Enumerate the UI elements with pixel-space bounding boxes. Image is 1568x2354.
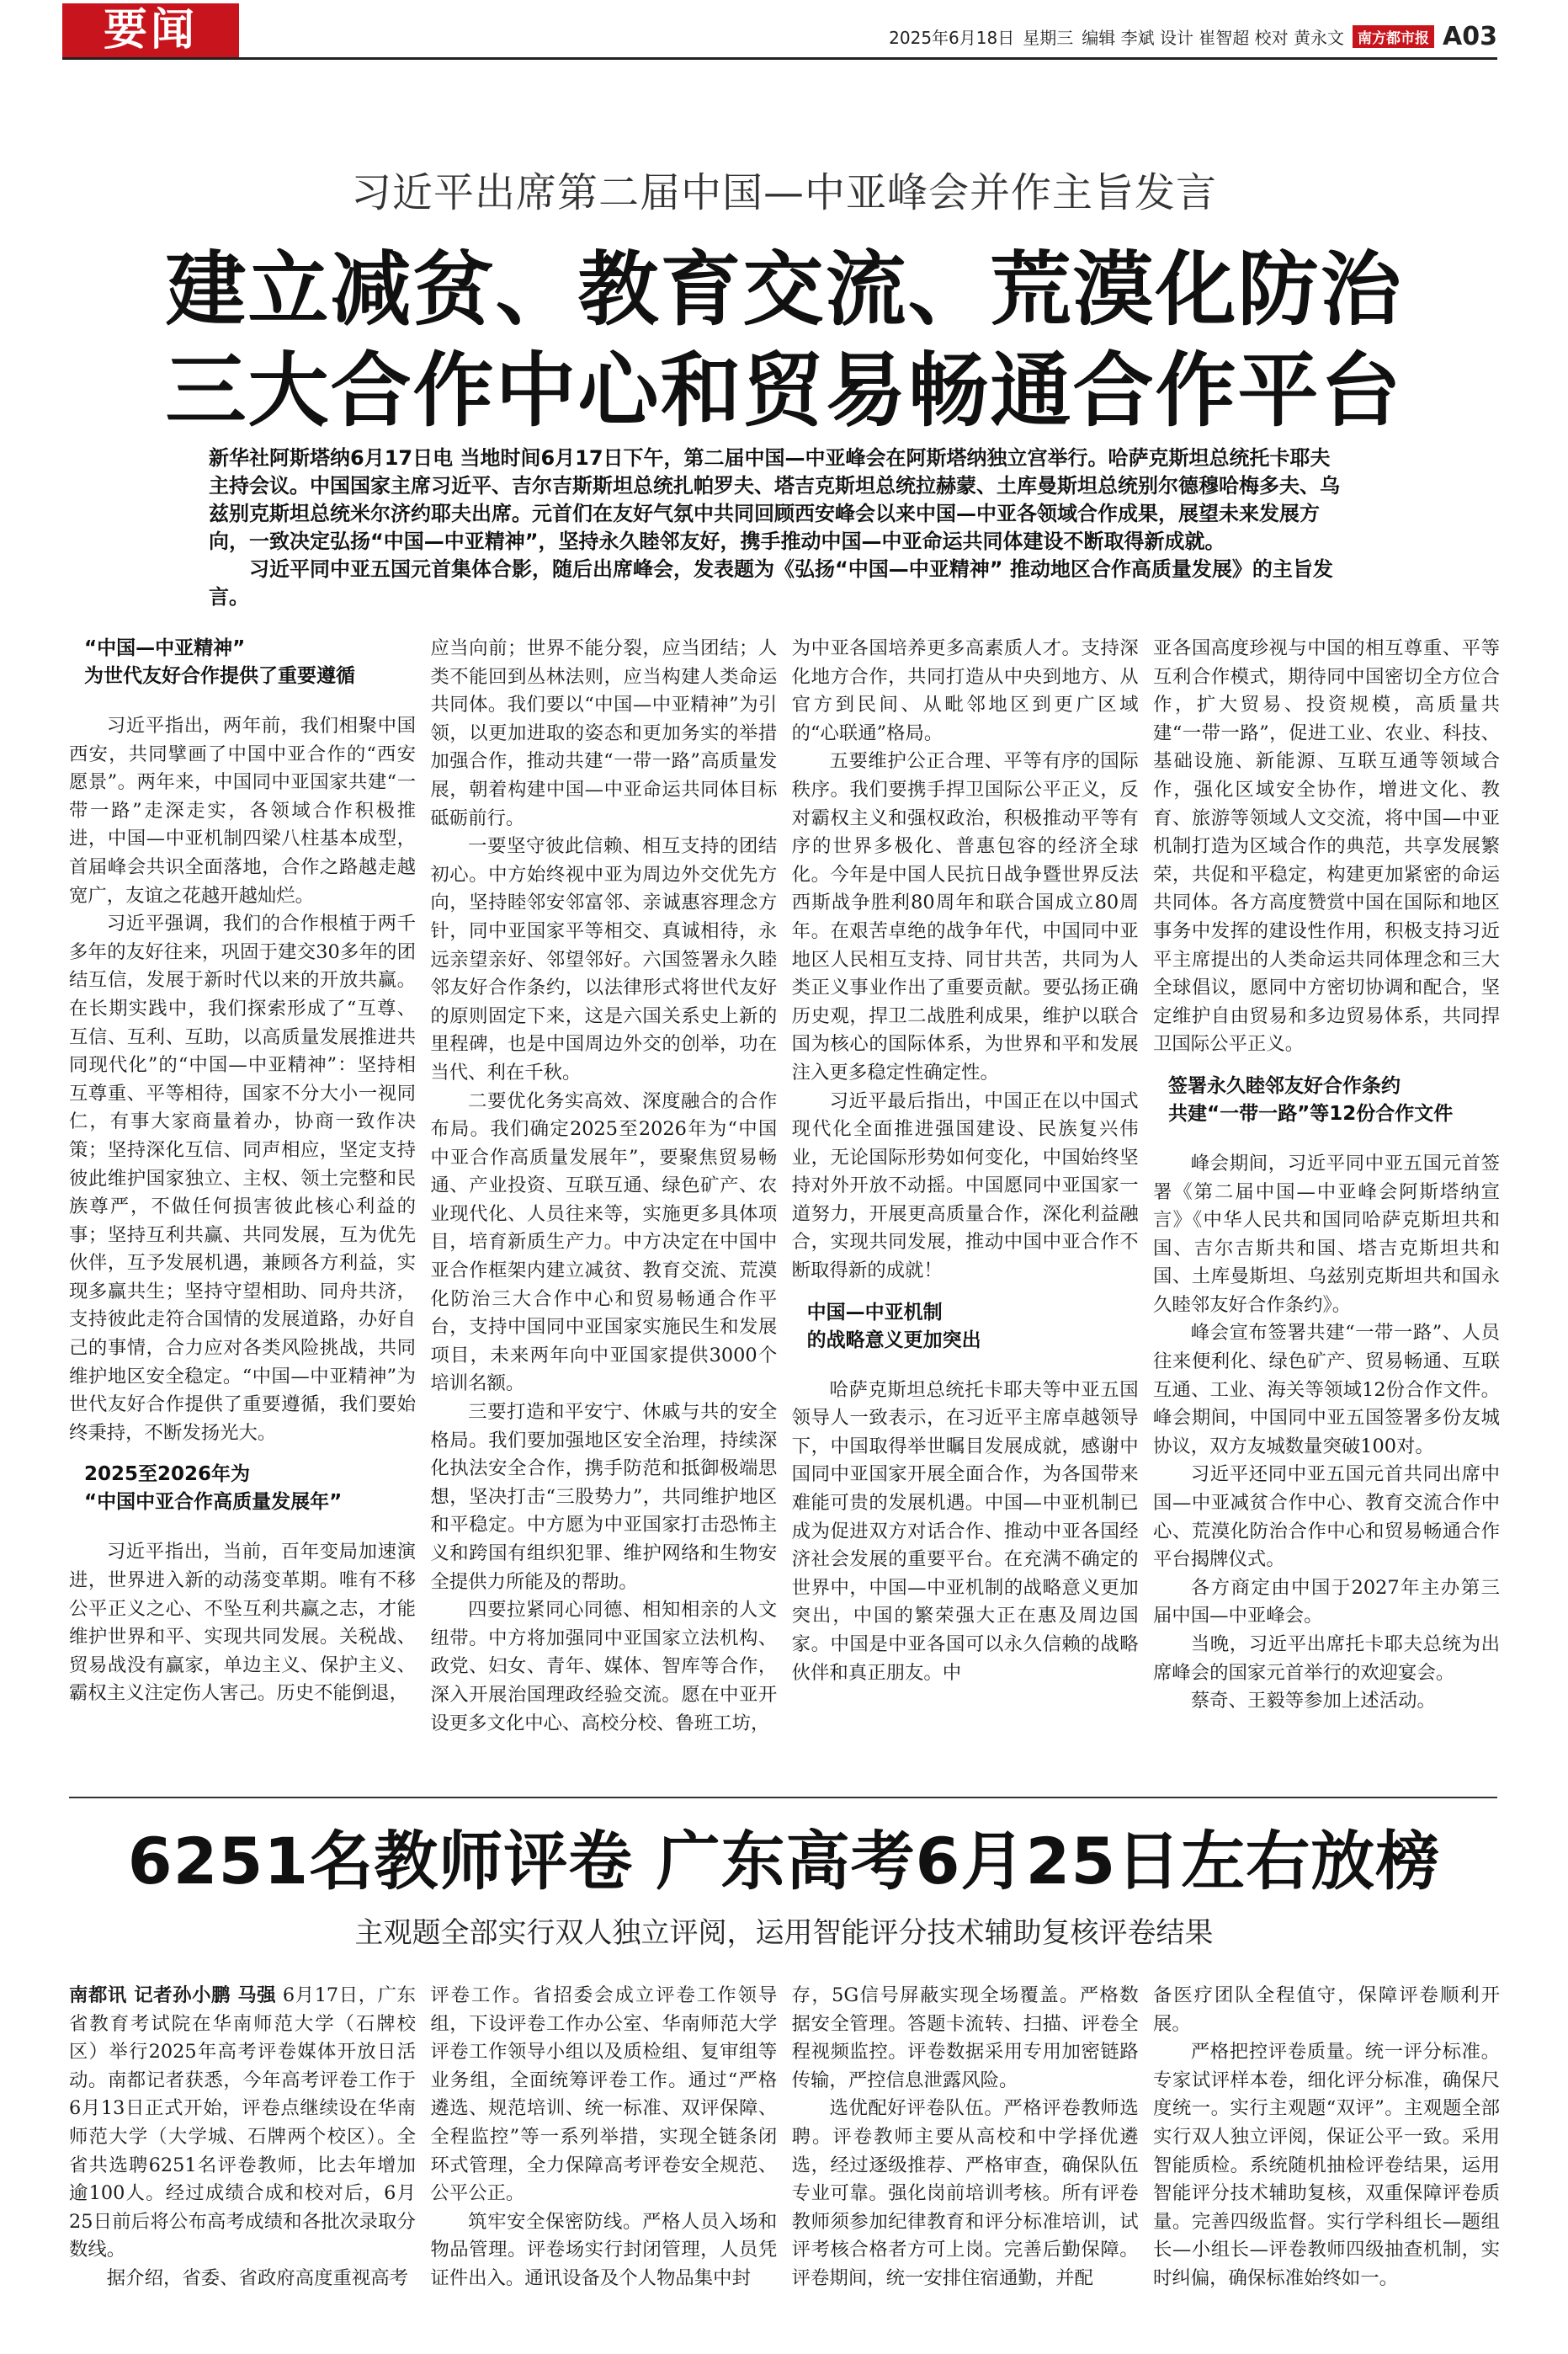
paragraph: 严格把控评卷质量。统一评分标准。专家试评样本卷，细化评分标准，确保尺度统一。实行主观题“双评”。主观题全部实行双人独立评阅，保证公平一致。采用智能质检。系统随机抽检评卷结果，运用智能评分技术辅助复核，双重保障评卷质量。完善四级监督。实行学科组长—题组长—小组长—评卷教师四级抽查机制，实时纠偏，确保标准始终如一。 xyxy=(1152,2041,1500,2289)
paragraph: 选优配好评卷队伍。严格评卷教师选聘。评卷教师主要从高校和中学择优遴选，经过逐级推荐、严格审查，确保队伍专业可靠。强化岗前培训考核。所有评卷教师须参加纪律教育和评分标准培训，试评考核合格者方可上岗。完善后勤保障。评卷期间，统一安排住宿通勤，并配 xyxy=(791,2097,1139,2289)
paragraph: 三要打造和平安宁、休戚与共的安全格局。我们要加强地区安全治理，持续深化执法安全合作，携手防范和抵御极端思想，坚决打击“三股势力”，共同维护地区和平稳定。中方愿为中亚国家打击恐怖主义和跨国有组织犯罪、维护网络和生物安全提供力所能及的帮助。 xyxy=(430,1401,778,1593)
paragraph: 筑牢安全保密防线。严格人员入场和物品管理。评卷场实行封闭管理，人员凭证件出入。通讯设备及个人物品集中封 xyxy=(430,2210,778,2289)
story2-column-2 xyxy=(430,1982,777,2344)
paragraph: 一要坚守彼此信赖、相互支持的团结初心。中方始终视中亚为周边外交优先方向，坚持睦邻安邻富邻、亲诚惠容理念方针，同中亚国家平等相交、真诚相待，永远亲望亲好、邻望邻好。六国签署永久睦邻友好合作条约，以法律形式将世代友好的原则固定下来，这是六国关系史上新的里程碑，也是中国周边外交的创举，功在当代、利在千秋。 xyxy=(430,835,778,1084)
story1-headline-line2: 三大合作中心和贸易畅通合作平台 xyxy=(165,344,1403,438)
paragraph: 峰会宣布签署共建“一带一路”、人员往来便利化、绿色矿产、贸易畅通、互联互通、工业、海关等领域12份合作文件。峰会期间，中国同中亚五国签署多份友城协议，双方友城数量突破100对。 xyxy=(1152,1322,1500,1457)
story1-column-4 xyxy=(1153,635,1500,1763)
subhead-line: “中国中亚合作高质量发展年” xyxy=(84,1491,343,1514)
paragraph: 习近平指出，两年前，我们相聚中国西安，共同擘画了中国中亚合作的“西安愿景”。两年来，中国同中亚国家共建“一带一路”走深走实，各领域合作积极推进，中国—中亚机制四梁八柱基本成型，首届峰会共识全面落地，合作之路越走越宽广，友谊之花越开越灿烂。 xyxy=(69,715,416,907)
story1-column-3 xyxy=(792,635,1139,1763)
paragraph: 习近平最后指出，中国正在以中国式现代化全面推进强国建设、民族复兴伟业，无论国际形势如何变化，中国始终坚持对外开放不动摇。中国愿同中亚国家一道努力，开展更高质量合作，深化利益融合，实现共同发展，推动中国中亚合作不断取得新的成就！ xyxy=(791,1089,1139,1282)
header-rule xyxy=(62,57,1497,60)
paragraph: 为中亚各国培养更多高素质人才。支持深化地方合作，共同打造从中央到地方、从官方到民间、从毗邻地区到更广区域的“心联通”格局。 xyxy=(791,637,1139,744)
subhead-line: “中国—中亚精神” xyxy=(84,637,246,659)
paragraph: 习近平还同中亚五国元首共同出席中国—中亚减贫合作中心、教育交流合作中心、荒漠化防治合作中心和贸易畅通合作平台揭牌仪式。 xyxy=(1152,1463,1500,1571)
paragraph: 据介绍，省委、省政府高度重视高考 xyxy=(106,2266,409,2289)
story2-column-4 xyxy=(1153,1982,1500,2344)
paragraph: 评卷工作。省招委会成立评卷工作领导组，下设评卷工作办公室、华南师范大学评卷工作领导小组以及质检组、复审组等业务组，全面统筹评卷工作。通过“严格遴选、规范培训、统一标准、双评保障、全程监控”等一系列举措，实现全链条闭环式管理，全力保障高考评卷安全规范、公平公正。 xyxy=(430,1984,778,2205)
paragraph: 哈萨克斯坦总统托卡耶夫等中亚五国领导人一致表示，在习近平主席卓越领导下，中国取得举世瞩目发展成就，感谢中国同中亚国家开展全面合作，为各国带来难能可贵的发展机遇。中国—中亚机制已成为促进双方对话合作、推动中亚各国经济社会发展的重要平台。在充满不确定的世界中，中国—中亚机制的战略意义更加突出，中国的繁荣强大正在惠及周边国家。中国是中亚各国可以永久信赖的战略伙伴和真正朋友。中 xyxy=(791,1378,1139,1684)
byline: 南都讯 记者孙小鹏 马强 xyxy=(69,1984,277,2006)
paragraph-text: 6月17日，广东省教育考试院在华南师范大学（石牌校区）举行2025年高考评卷媒体开放日活动。南都记者获悉，今年高考评卷工作于6月13日正式开始，评卷点继续设在华南师范大学（大学城、石牌两个校区）。全省共选聘6251名评卷教师，比去年增加逾100人。经过成绩合成和校对后，6月25日前后将公布高考成绩和各批次录取分数线。 xyxy=(69,1984,416,2261)
lead-paragraph: 习近平同中亚五国元首集体合影，随后出席峰会，发表题为《弘扬“中国—中亚精神” 推动地区合作高质量发展》的主旨发言。 xyxy=(209,557,1333,609)
paragraph: 备医疗团队全程值守，保障评卷顺利开展。 xyxy=(1152,1984,1500,2035)
subhead-line: 共建“一带一路”等12份合作文件 xyxy=(1167,1102,1454,1125)
section-tag: 要闻 xyxy=(62,3,239,57)
story-divider xyxy=(69,1797,1497,1798)
subhead xyxy=(84,1461,416,1516)
editor-credits: 编辑 李斌 设计 崔智超 校对 黄永文 xyxy=(1082,28,1345,48)
paragraph: 四要拉紧同心同德、相知相亲的人文纽带。中方将加强同中亚国家立法机构、政党、妇女、青年、媒体、智库等合作，深入开展治国理政经验交流。愿在中亚开设更多文化中心、高校分校、鲁班工坊， xyxy=(430,1599,778,1734)
header-meta xyxy=(889,22,1497,51)
paragraph: 亚各国高度珍视与中国的相互尊重、平等互利合作模式，期待同中国密切全方位合作，扩大贸易、投资规模，高质量共建“一带一路”，促进工业、农业、科技、基础设施、新能源、互联互通等领域合作，强化区域安全协作，增进文化、教育、旅游等领域人文交流，将中国—中亚机制打造为区域合作的典范，共享发展繁荣，共促和平稳定，构建更加紧密的命运共同体。各方高度赞赏中国在国际和地区事务中发挥的建设性作用，积极支持习近平主席提出的人类命运共同体理念和三大全球倡议，愿同中方密切协调和配合，坚定维护自由贸易和多边贸易体系，共同捍卫国际公平正义。 xyxy=(1152,637,1500,1056)
subhead-line: 签署永久睦邻友好合作条约 xyxy=(1167,1074,1401,1097)
masthead xyxy=(0,0,1568,59)
paragraph: 各方商定由中国于2027年主办第三届中国—中亚峰会。 xyxy=(1152,1576,1500,1627)
story2-column-3 xyxy=(792,1982,1139,2344)
paragraph: 蔡奇、王毅等参加上述活动。 xyxy=(1190,1690,1436,1712)
story2-column-1 xyxy=(69,1982,416,2344)
story2-headline: 6251名教师评卷 广东高考6月25日左右放榜 xyxy=(127,1824,1441,1899)
paper-logo: 南方都市报 xyxy=(1353,25,1434,48)
paragraph xyxy=(69,1982,416,2265)
paragraph: 五要维护公正合理、平等有序的国际秩序。我们要携手捍卫国际公平正义，反对霸权主义和强权政治，积极推动平等有序的世界多极化、普惠包容的经济全球化。今年是中国人民抗日战争暨世界反法西斯战争胜利80周年和联合国成立80周年。在艰苦卓绝的战争年代，中国同中亚地区人民相互支持、同甘共苦，共同为人类正义事业作出了重要贡献。要弘扬正确历史观，捍卫二战胜利成果，维护以联合国为核心的国际体系，为世界和平和发展注入更多稳定性确定性。 xyxy=(791,750,1139,1084)
paragraph: 二要优化务实高效、深度融合的合作布局。我们确定2025至2026年为“中国中亚合作高质量发展年”，要聚焦贸易畅通、产业投资、互联互通、绿色矿产、农业现代化、人员往来等，实施更多具体项目，培育新质生产力。中方决定在中国中亚合作框架内建立减贫、教育交流、荒漠化防治三大合作中心和贸易畅通合作平台，支持中国同中亚国家实施民生和发展项目，未来两年向中亚国家提供3000个培训名额。 xyxy=(430,1089,778,1395)
story2-body xyxy=(69,1982,1500,2344)
story1-column-2 xyxy=(430,635,777,1763)
story1-headline-line1: 建立减贫、教育交流、荒漠化防治 xyxy=(165,242,1403,337)
subhead xyxy=(1168,1073,1500,1128)
paragraph: 存，5G信号屏蔽实现全场覆盖。严格数据安全管理。答题卡流转、扫描、评卷全程视频监控。评卷数据采用专用加密链路传输，严控信息泄露风险。 xyxy=(791,1984,1139,2091)
subhead-line: 2025至2026年为 xyxy=(84,1463,251,1486)
lead-paragraph: 新华社阿斯塔纳6月17日电 当地时间6月17日下午，第二届中国—中亚峰会在阿斯塔纳独立宫举行。哈萨克斯坦总统托卡耶夫主持会议。中国国家主席习近平、吉尔吉斯斯坦总统扎帕罗夫、塔吉克斯坦总统拉赫蒙、土库曼斯坦总统别尔德穆哈梅多夫、乌兹别克斯坦总统米尔济约耶夫出席。元首们在友好气氛中共同回顾西安峰会以来中国—中亚各领域合作成果，展望未来发展方向，一致决定弘扬“中国—中亚精神”，坚持永久睦邻友好，携手推动中国—中亚命运共同体建设不断取得新成就。 xyxy=(209,446,1340,553)
paragraph: 习近平指出，当前，百年变局加速演进，世界进入新的动荡变革期。唯有不移公平正义之心、不坠互利共赢之志，才能维护世界和平、实现共同发展。关税战、贸易战没有赢家，单边主义、保护主义、霸权主义注定伤人害己。历史不能倒退， xyxy=(69,1541,416,1705)
issue-date: 2025年6月18日 xyxy=(889,28,1015,48)
paragraph: 习近平强调，我们的合作根植于两千多年的友好往来，巩固于建交30多年的团结互信，发展于新时代以来的开放共赢。在长期实践中，我们探索形成了“互尊、互信、互利、互助，以高质量发展推进共同现代化”的“中国—中亚精神”：坚持相互尊重、平等相待，国家不分大小一视同仁，有事大家商量着办，协商一致作决策；坚持深化互信、同声相应，坚定支持彼此维护国家独立、主权、领土完整和民族尊严，不做任何损害彼此核心利益的事；坚持互利共赢、共同发展，互为优先伙伴，互予发展机遇，兼顾各方利益，实现多赢共生；坚持守望相助、同舟共济，支持彼此走符合国情的发展道路，办好自己的事情，合力应对各类风险挑战，共同维护地区安全稳定。“中国—中亚精神”为世代友好合作提供了重要遵循，我们要始终秉持，不断发扬光大。 xyxy=(69,913,416,1444)
subhead-line: 为世代友好合作提供了重要遵循 xyxy=(84,665,355,687)
subhead xyxy=(807,1299,1139,1355)
subhead xyxy=(84,635,416,690)
paragraph: 当晚，习近平出席托卡耶夫总统为出席峰会的国家元首举行的欢迎宴会。 xyxy=(1152,1633,1500,1684)
story1-column-1 xyxy=(69,635,416,1763)
subhead-line: 的战略意义更加突出 xyxy=(806,1329,981,1351)
story1-kicker: 习近平出席第二届中国—中亚峰会并作主旨发言 xyxy=(350,169,1217,216)
weekday: 星期三 xyxy=(1023,28,1074,48)
paragraph: 应当向前；世界不能分裂，应当团结；人类不能回到丛林法则，应当构建人类命运共同体。我们要以“中国—中亚精神”为引领，以更加进取的姿态和更加务实的举措加强合作，推动共建“一带一路”高质量发展，朝着构建中国—中亚命运共同体目标砥砺前行。 xyxy=(430,637,778,829)
story1-body xyxy=(69,635,1500,1763)
paragraph: 峰会期间，习近平同中亚五国元首签署《第二届中国—中亚峰会阿斯塔纳宣言》《中华人民共和国同哈萨克斯坦共和国、吉尔吉斯共和国、塔吉克斯坦共和国、土库曼斯坦、乌兹别克斯坦共和国永久睦邻友好合作条约》。 xyxy=(1152,1152,1500,1316)
subhead-line: 中国—中亚机制 xyxy=(806,1301,943,1323)
story1-lead xyxy=(209,445,1345,611)
story2-subtitle: 主观题全部实行双人独立评阅，运用智能评分技术辅助复核评卷结果 xyxy=(354,1916,1214,1950)
page-number: A03 xyxy=(1443,22,1497,51)
